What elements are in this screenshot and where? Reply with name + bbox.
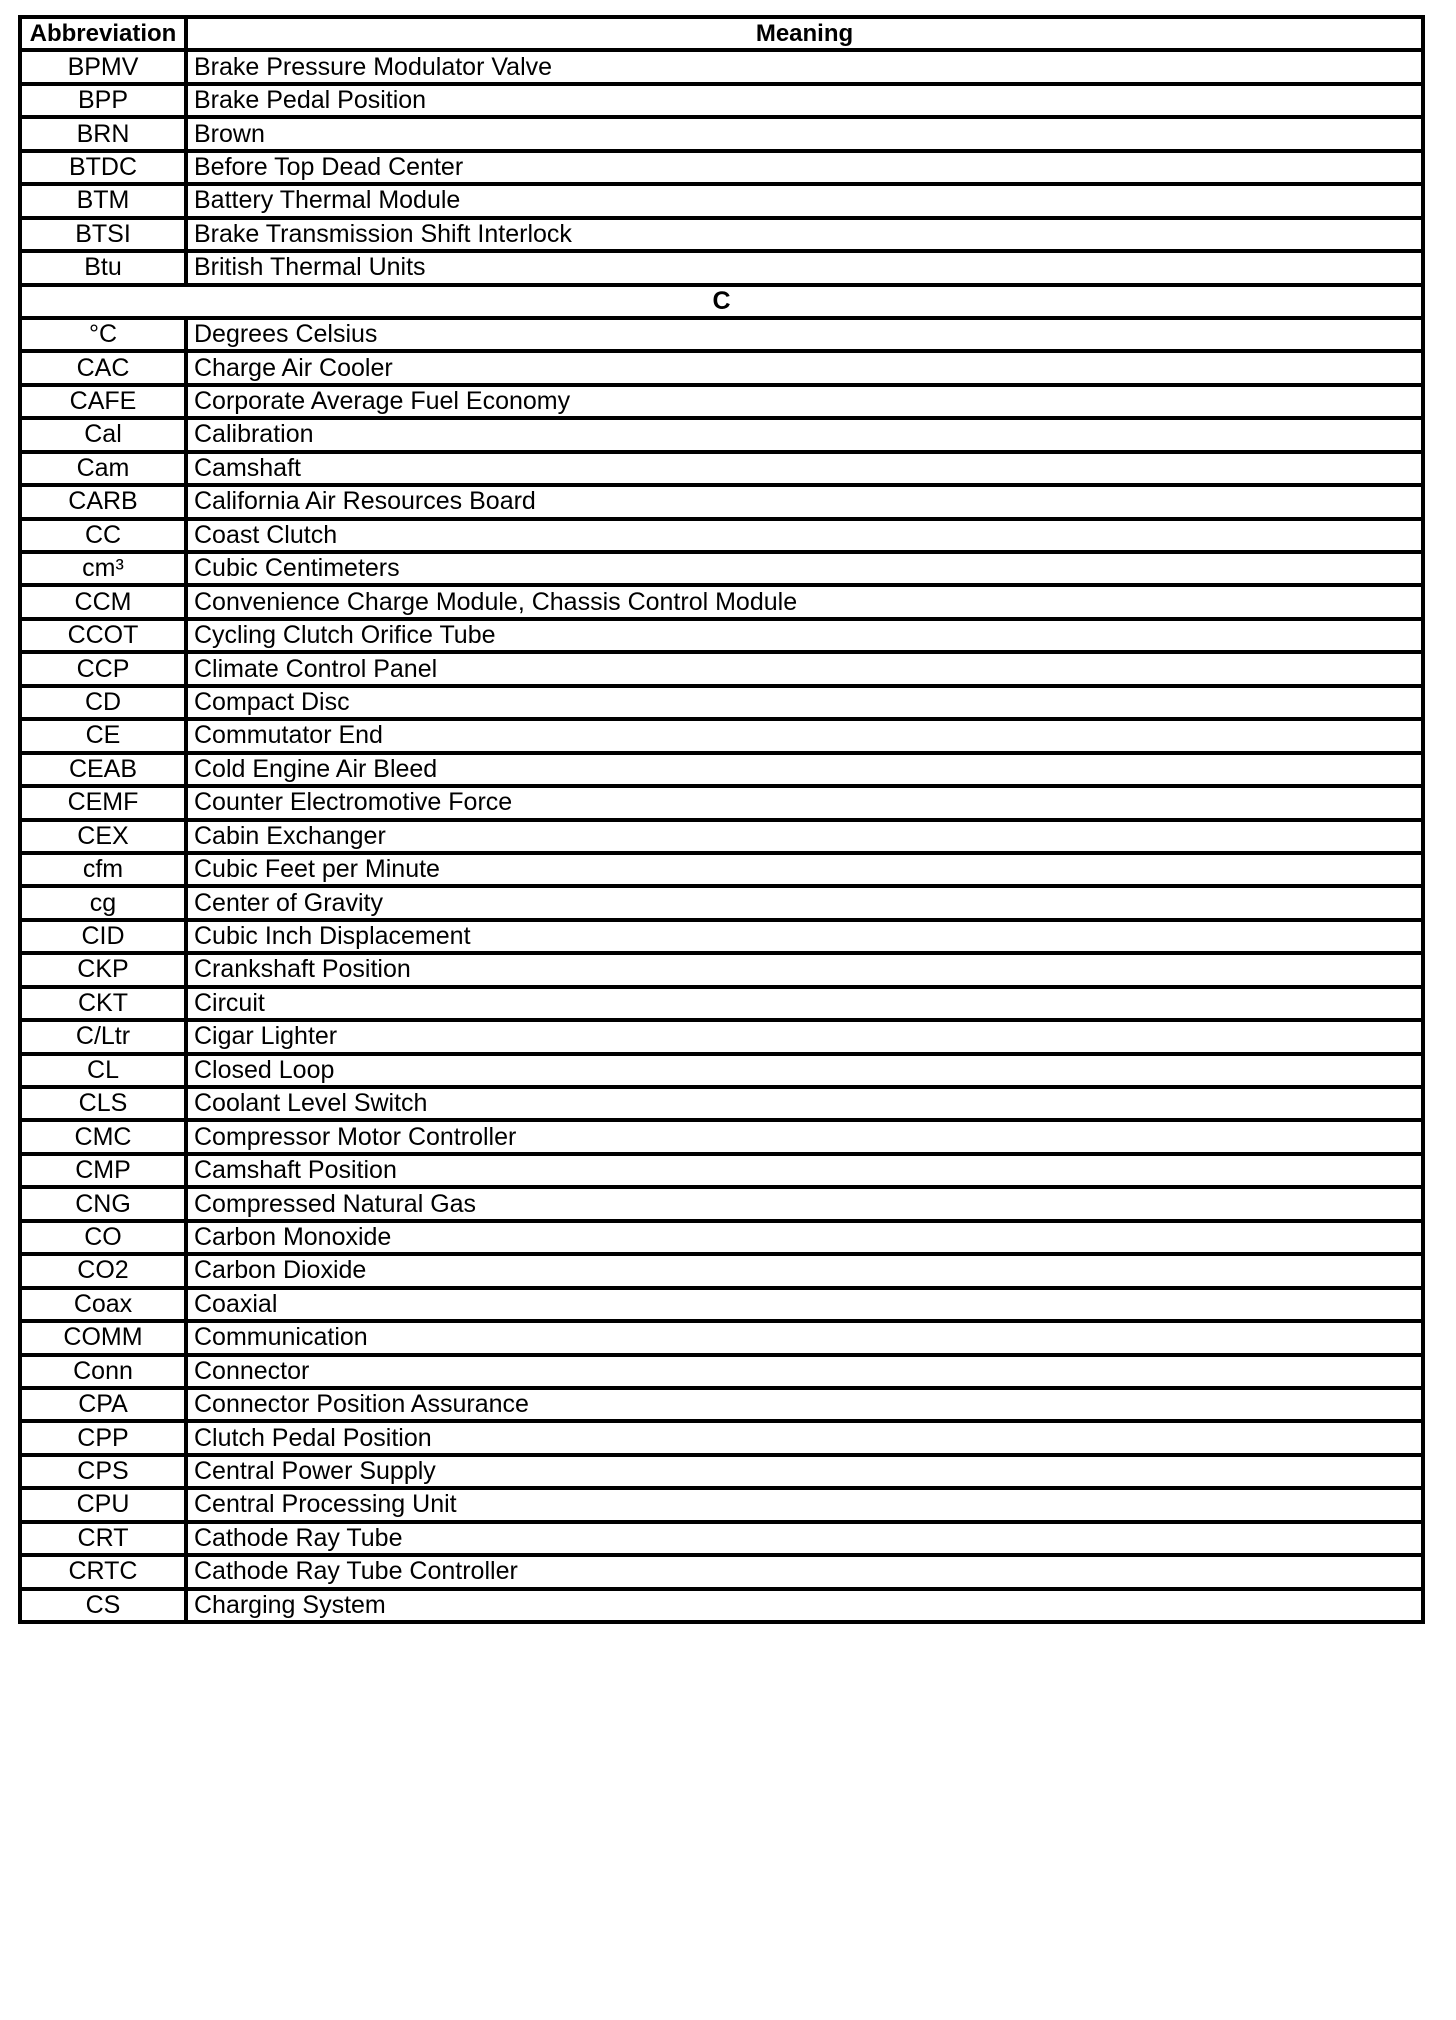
- table-row: [20, 485, 1423, 518]
- abbreviation-cell: CPP: [20, 1421, 186, 1454]
- meaning-cell: California Air Resources Board: [186, 485, 1423, 518]
- table-row: [20, 1054, 1423, 1087]
- abbreviation-cell: CLS: [20, 1087, 186, 1120]
- abbreviation-cell: cg: [20, 886, 186, 919]
- table-row: [20, 1321, 1423, 1354]
- table-row: [20, 1522, 1423, 1555]
- abbreviation-cell: COMM: [20, 1321, 186, 1354]
- table-row: [20, 753, 1423, 786]
- abbreviation-cell: CKP: [20, 953, 186, 986]
- abbreviation-cell: CNG: [20, 1187, 186, 1220]
- section-label: C: [20, 285, 1423, 318]
- abbreviation-cell: CPA: [20, 1388, 186, 1421]
- table-row: [20, 1589, 1423, 1622]
- abbreviation-cell: CO: [20, 1221, 186, 1254]
- abbreviation-cell: BTDC: [20, 151, 186, 184]
- meaning-cell: Cathode Ray Tube Controller: [186, 1555, 1423, 1588]
- table-row: [20, 50, 1423, 83]
- table-body-b-section: [20, 50, 1423, 284]
- table-row: [20, 351, 1423, 384]
- table-row: [20, 920, 1423, 953]
- meaning-cell: Camshaft Position: [186, 1154, 1423, 1187]
- meaning-cell: Brake Pedal Position: [186, 84, 1423, 117]
- table-row: [20, 1288, 1423, 1321]
- meaning-cell: Brown: [186, 117, 1423, 150]
- abbreviation-cell: CRT: [20, 1522, 186, 1555]
- abbreviation-cell: CMP: [20, 1154, 186, 1187]
- abbreviation-cell: Cam: [20, 452, 186, 485]
- meaning-cell: Compact Disc: [186, 686, 1423, 719]
- table-row: [20, 552, 1423, 585]
- abbreviation-cell: cm³: [20, 552, 186, 585]
- meaning-cell: Cold Engine Air Bleed: [186, 753, 1423, 786]
- table-row: [20, 820, 1423, 853]
- meaning-cell: Compressed Natural Gas: [186, 1187, 1423, 1220]
- meaning-cell: Cubic Feet per Minute: [186, 853, 1423, 886]
- meaning-cell: Clutch Pedal Position: [186, 1421, 1423, 1454]
- meaning-cell: Carbon Dioxide: [186, 1254, 1423, 1287]
- table-row: [20, 318, 1423, 351]
- table-row: [20, 151, 1423, 184]
- table-body-c-section: [20, 318, 1423, 1622]
- abbreviation-cell: CCP: [20, 652, 186, 685]
- table-row: [20, 1020, 1423, 1053]
- table-row: [20, 1221, 1423, 1254]
- abbreviation-cell: CRTC: [20, 1555, 186, 1588]
- table-row: [20, 853, 1423, 886]
- meaning-cell: Charging System: [186, 1589, 1423, 1622]
- abbreviation-cell: CO2: [20, 1254, 186, 1287]
- meaning-cell: Climate Control Panel: [186, 652, 1423, 685]
- meaning-cell: Central Processing Unit: [186, 1488, 1423, 1521]
- table-row: [20, 452, 1423, 485]
- abbreviation-cell: BTSI: [20, 218, 186, 251]
- table-row: [20, 1555, 1423, 1588]
- abbreviation-cell: CEMF: [20, 786, 186, 819]
- section-header-row: [20, 285, 1423, 318]
- table-header: [20, 17, 1423, 50]
- abbreviation-table: [18, 15, 1425, 1624]
- abbreviation-cell: CCM: [20, 585, 186, 618]
- table-row: [20, 251, 1423, 284]
- meaning-cell: Compressor Motor Controller: [186, 1120, 1423, 1153]
- abbreviation-cell: CEAB: [20, 753, 186, 786]
- table-row: [20, 184, 1423, 217]
- meaning-cell: Crankshaft Position: [186, 953, 1423, 986]
- table-row: [20, 1388, 1423, 1421]
- meaning-cell: Corporate Average Fuel Economy: [186, 385, 1423, 418]
- abbreviation-cell: CPU: [20, 1488, 186, 1521]
- abbreviation-cell: CEX: [20, 820, 186, 853]
- table-row: [20, 1087, 1423, 1120]
- meaning-cell: Convenience Charge Module, Chassis Control Module: [186, 585, 1423, 618]
- meaning-cell: Center of Gravity: [186, 886, 1423, 919]
- table-row: [20, 1187, 1423, 1220]
- abbreviation-cell: CMC: [20, 1120, 186, 1153]
- meaning-cell: Connector: [186, 1355, 1423, 1388]
- meaning-cell: Cathode Ray Tube: [186, 1522, 1423, 1555]
- meaning-cell: Circuit: [186, 987, 1423, 1020]
- table-row: [20, 1154, 1423, 1187]
- meaning-cell: Camshaft: [186, 452, 1423, 485]
- table-row: [20, 686, 1423, 719]
- meaning-cell: Brake Transmission Shift Interlock: [186, 218, 1423, 251]
- meaning-cell: Charge Air Cooler: [186, 351, 1423, 384]
- meaning-cell: Cigar Lighter: [186, 1020, 1423, 1053]
- abbreviation-cell: CCOT: [20, 619, 186, 652]
- table-row: [20, 519, 1423, 552]
- abbreviation-cell: CC: [20, 519, 186, 552]
- abbreviation-cell: BTM: [20, 184, 186, 217]
- table-row: [20, 585, 1423, 618]
- table-row: [20, 117, 1423, 150]
- meaning-column-header: Meaning: [186, 17, 1423, 50]
- abbreviation-cell: CAFE: [20, 385, 186, 418]
- table-row: [20, 1254, 1423, 1287]
- meaning-cell: Brake Pressure Modulator Valve: [186, 50, 1423, 83]
- abbreviation-cell: Cal: [20, 418, 186, 451]
- abbreviation-cell: CARB: [20, 485, 186, 518]
- abbreviation-cell: CD: [20, 686, 186, 719]
- abbreviation-cell: BPP: [20, 84, 186, 117]
- meaning-cell: Closed Loop: [186, 1054, 1423, 1087]
- table-row: [20, 84, 1423, 117]
- meaning-cell: Counter Electromotive Force: [186, 786, 1423, 819]
- abbreviation-cell: BRN: [20, 117, 186, 150]
- meaning-cell: Connector Position Assurance: [186, 1388, 1423, 1421]
- table-row: [20, 886, 1423, 919]
- meaning-cell: Commutator End: [186, 719, 1423, 752]
- abbreviation-cell: CL: [20, 1054, 186, 1087]
- abbreviation-cell: Btu: [20, 251, 186, 284]
- table-row: [20, 1421, 1423, 1454]
- table-row: [20, 619, 1423, 652]
- abbreviation-cell: CID: [20, 920, 186, 953]
- table-row: [20, 1488, 1423, 1521]
- abbreviation-cell: °C: [20, 318, 186, 351]
- meaning-cell: Central Power Supply: [186, 1455, 1423, 1488]
- table-row: [20, 1355, 1423, 1388]
- table-row: [20, 786, 1423, 819]
- table-row: [20, 652, 1423, 685]
- meaning-cell: Cubic Centimeters: [186, 552, 1423, 585]
- meaning-cell: Coaxial: [186, 1288, 1423, 1321]
- abbreviation-column-header: Abbreviation: [20, 17, 186, 50]
- abbreviation-cell: CAC: [20, 351, 186, 384]
- table-row: [20, 953, 1423, 986]
- meaning-cell: British Thermal Units: [186, 251, 1423, 284]
- meaning-cell: Carbon Monoxide: [186, 1221, 1423, 1254]
- meaning-cell: Cubic Inch Displacement: [186, 920, 1423, 953]
- abbreviation-cell: Conn: [20, 1355, 186, 1388]
- table-row: [20, 987, 1423, 1020]
- abbreviation-cell: CE: [20, 719, 186, 752]
- table-row: [20, 218, 1423, 251]
- meaning-cell: Cycling Clutch Orifice Tube: [186, 619, 1423, 652]
- table-row: [20, 719, 1423, 752]
- meaning-cell: Coolant Level Switch: [186, 1087, 1423, 1120]
- meaning-cell: Calibration: [186, 418, 1423, 451]
- abbreviation-cell: Coax: [20, 1288, 186, 1321]
- abbreviation-cell: C/Ltr: [20, 1020, 186, 1053]
- abbreviation-cell: BPMV: [20, 50, 186, 83]
- abbreviation-cell: CKT: [20, 987, 186, 1020]
- abbreviation-cell: CS: [20, 1589, 186, 1622]
- meaning-cell: Degrees Celsius: [186, 318, 1423, 351]
- meaning-cell: Cabin Exchanger: [186, 820, 1423, 853]
- meaning-cell: Communication: [186, 1321, 1423, 1354]
- abbreviation-cell: cfm: [20, 853, 186, 886]
- table-row: [20, 1455, 1423, 1488]
- meaning-cell: Coast Clutch: [186, 519, 1423, 552]
- table-row: [20, 418, 1423, 451]
- header-row: [20, 17, 1423, 50]
- abbreviation-cell: CPS: [20, 1455, 186, 1488]
- table-row: [20, 385, 1423, 418]
- table-row: [20, 1120, 1423, 1153]
- meaning-cell: Battery Thermal Module: [186, 184, 1423, 217]
- meaning-cell: Before Top Dead Center: [186, 151, 1423, 184]
- section-c: [20, 285, 1423, 318]
